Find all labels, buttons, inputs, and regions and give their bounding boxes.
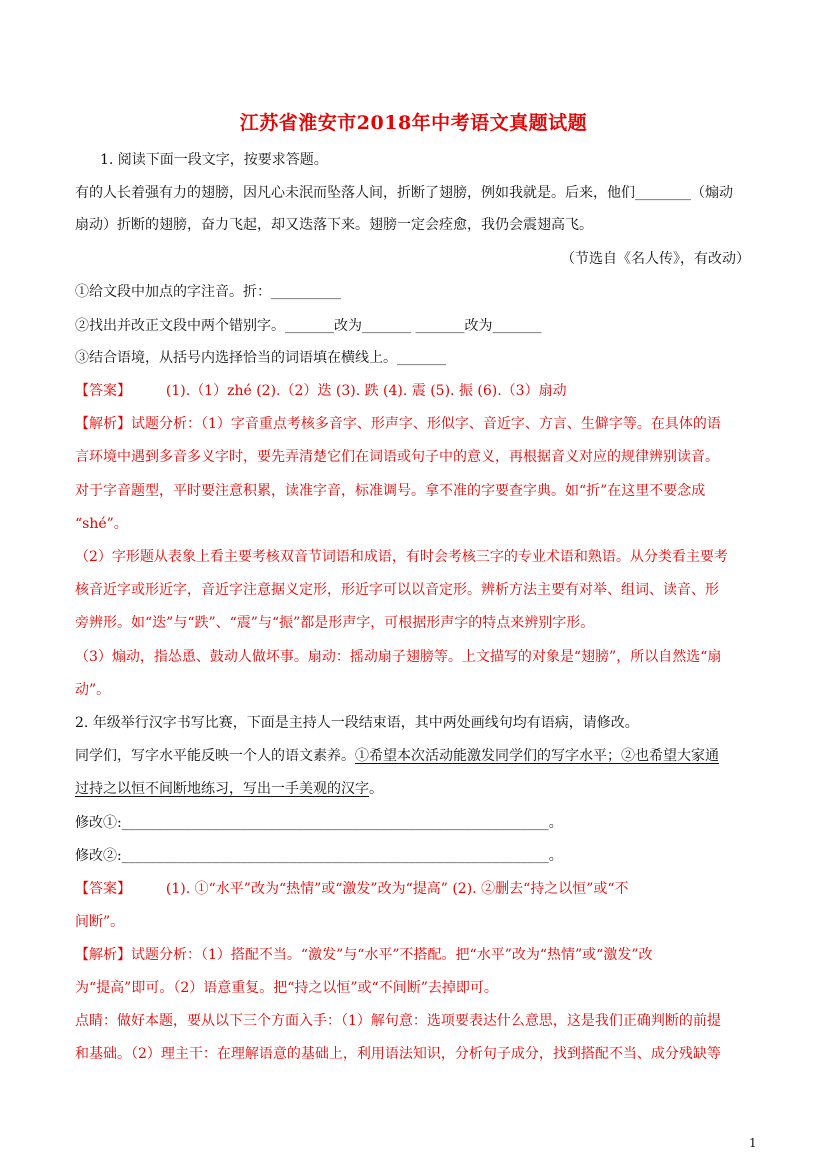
q1-sub-question-2: ②找出并改正文段中两个错别字。_______改为_______ _______改为_______ [75,318,542,334]
q1-analysis-line-6: 核音近字或形近字，音近字注意据义定形，形近字可以以音定形。辨析方法主要有对举、组词、读音、形 [75,582,719,598]
q1-analysis-line-4: “shé”。 [75,516,128,532]
q1-source: （节选自《名人传》，有改动） [561,251,750,267]
q2-underlined-sentence-2: 过持之以恒不间断地练习，写出一手美观的汉字 [75,781,369,797]
q1-analysis-line-3: 对于字音题型，平时要注意积累，读准字音，标准调号。拿不准的字要查字典。如“折”在这里不要念成 [75,483,706,499]
answer-text: (1).（1）zhé (2).（2）迭 (3). 跌 (4). 震 (5). 振 (6).（3）扇动 [165,383,567,399]
q1-analysis-line-7: 旁辨形。如“迭”与“跌”、“震”与“振”都是形声字，可根据形声字的特点来辨别字形。 [75,615,595,631]
q1-passage-line-2: 扇动）折断的翅膀，奋力飞起，却又迭落下来。翅膀一定会痊愈，我仍会震翅高飞。 [75,217,593,233]
analysis-tag: 【解析】 [75,416,131,432]
q2-answer-line-1 [75,879,755,899]
q2-stem: 2. 年级举行汉字书写比赛，下面是主持人一段结束语，其中两处画线句均有语病，请修改。 [75,715,639,731]
q2-passage-line-2 [75,779,755,799]
q2-passage-line-1 [75,746,755,766]
q1-analysis-line-8: （3）煽动，指怂恿、鼓动人做坏事。扇动：摇动扇子翅膀等。上文描写的对象是“翅膀”，所以自然选“扇 [75,649,722,665]
q1-analysis-line-5: （2）字形题从表象上看主要考核双音节词语和成语，有时会考核三字的专业术语和熟语。从分类看主要考 [75,549,728,565]
q1-analysis-line-2: 言环境中遇到多音多义字时，要先弄清楚它们在词语或句子中的意义，再根据音义对应的规律辨别读音。 [75,449,719,465]
q2-analysis-line-1 [75,945,755,965]
q1-sub-question-1: ①给文段中加点的字注音。折：__________ [75,284,341,300]
page-number: 1 [749,1136,757,1150]
q1-analysis-line-9: 动”。 [75,682,111,698]
q2-point-line-2: 和基础。（2）理主干：在理解语意的基础上，利用语法知识，分析句子成分，找到搭配不当、成分残缺等 [75,1046,721,1062]
q2-fix-1: 修改①:_____________________________________________________________。 [75,815,563,831]
q2-point-line-1: 点睛：做好本题，要从以下三个方面入手：（1）解句意：选项要表达什么意思，这是我们正确判断的前提 [75,1013,721,1029]
page-title: 江苏省淮安市2018年中考语文真题试题 [239,112,588,134]
q1-analysis-line-1 [75,414,755,434]
analysis-tag: 【解析】 [75,947,131,963]
q2-underlined-sentence-1: ①希望本次活动能激发同学们的写字水平；②也希望大家通 [355,748,719,764]
q1-sub-question-3: ③结合语境，从括号内选择恰当的词语填在横线上。_______ [75,350,446,366]
q1-passage-line-1: 有的人长着强有力的翅膀，因凡心未泯而坠落人间，折断了翅膀，例如我就是。后来，他们________（煽动 [75,185,733,201]
q2-fix-2: 修改②:_____________________________________________________________。 [75,848,563,864]
q2-answer-line-2: 间断”。 [75,914,125,930]
q1-stem: 1. 阅读下面一段文字，按要求答题。 [100,152,328,168]
answer-tag: 【答案】 [75,881,131,897]
answer-tag: 【答案】 [75,383,131,399]
analysis-text: 试题分析：（1）字音重点考核多音字、形声字、形似字、音近字、方言、生僻字等。在具体的语 [131,416,721,432]
q2-passage-plain: 同学们，写字水平能反映一个人的语文素养。 [75,748,355,764]
q2-analysis-line-2: 为“提高”即可。（2）语意重复。把“持之以恒”或“不间断”去掉即可。 [75,980,498,996]
q1-answer [75,381,755,401]
answer-text: (1). ①“水平”改为“热情”或“激发”改为“提高” (2). ②删去“持之以恒”或“不 [165,881,629,897]
analysis-text: 试题分析：（1）搭配不当。“激发”与“水平”不搭配。把“水平”改为“热情”或“激发”改 [131,947,653,963]
q2-passage-end: 。 [369,781,383,797]
